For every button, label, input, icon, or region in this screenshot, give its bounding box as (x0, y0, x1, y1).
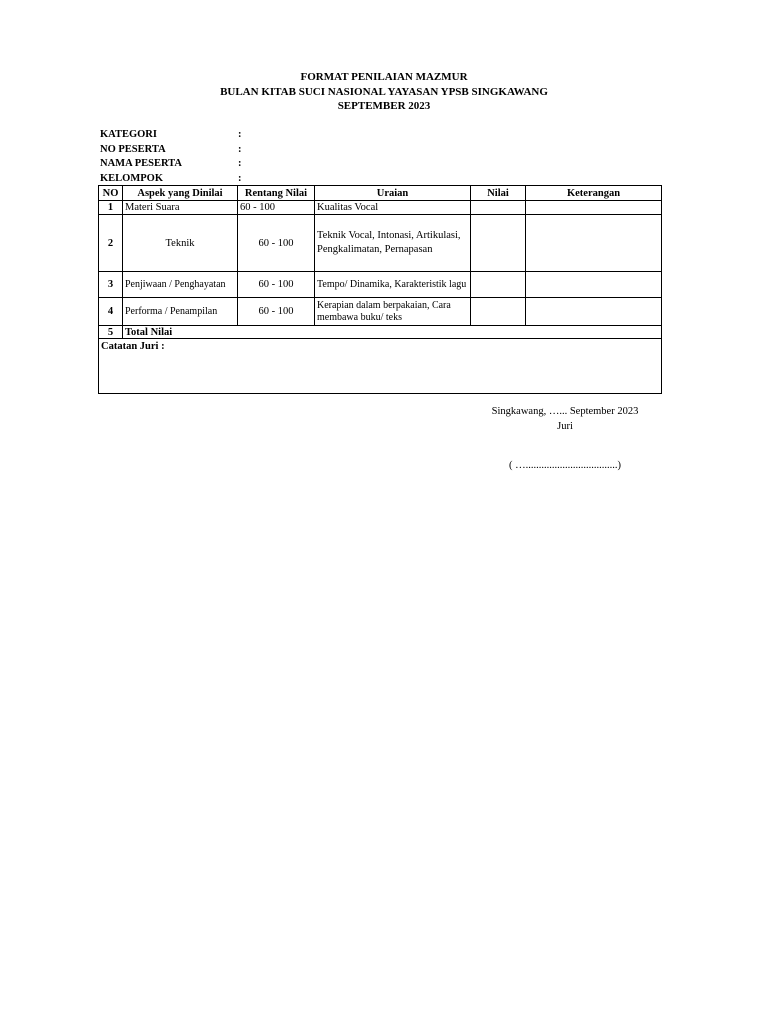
info-label: KATEGORI (100, 129, 157, 140)
info-row-kategori (100, 128, 248, 143)
notes-row (99, 339, 662, 394)
title-line-3: SEPTEMBER 2023 (337, 100, 431, 112)
row-aspek: Materi Suara (123, 201, 238, 215)
row-uraian: Kerapian dalam berpakaian, Cara membawa buku/ teks (315, 298, 471, 326)
row-number: 1 (99, 201, 123, 215)
row-nilai-cell[interactable] (471, 298, 526, 326)
header-nilai: Nilai (471, 186, 526, 201)
info-colon: : (238, 129, 242, 140)
row-rentang: 60 - 100 (238, 201, 315, 215)
info-label: KELOMPOK (100, 172, 163, 184)
title-line-1: FORMAT PENILAIAN MAZMUR (300, 71, 468, 83)
signature-place-date: Singkawang, …... September 2023 (491, 406, 639, 417)
info-row-no-peserta (100, 143, 248, 158)
header-aspek: Aspek yang Dinilai (123, 186, 238, 201)
row-rentang: 60 - 100 (238, 215, 315, 272)
row-rentang: 60 - 100 (238, 272, 315, 298)
header-rentang: Rentang Nilai (238, 186, 315, 201)
row-aspek: Teknik (123, 215, 238, 272)
row-nilai-cell[interactable] (471, 215, 526, 272)
info-row-nama-peserta (100, 157, 248, 172)
document-title-block (0, 70, 768, 114)
total-label: Total Nilai (123, 326, 238, 339)
row-number: 2 (99, 215, 123, 272)
row-uraian: Tempo/ Dinamika, Karakteristik lagu (315, 272, 471, 298)
row-nilai-cell[interactable] (471, 201, 526, 215)
row-keterangan-cell[interactable] (526, 298, 662, 326)
table-row (99, 298, 662, 326)
total-row (99, 326, 662, 339)
row-aspek: Performa / Penampilan (123, 298, 238, 326)
row-keterangan-cell[interactable] (526, 215, 662, 272)
title-line-2: BULAN KITAB SUCI NASIONAL YAYASAN YPSB SINGKAWANG (220, 85, 548, 98)
signature-name-line[interactable]: ( …...................................) (509, 460, 621, 471)
row-uraian: Teknik Vocal, Intonasi, Artikulasi, Pengkalimatan, Pernapasan (315, 215, 471, 272)
table-row (99, 272, 662, 298)
info-label: NAMA PESERTA (100, 158, 182, 169)
header-no: NO (99, 186, 123, 201)
row-number: 3 (99, 272, 123, 298)
participant-info (100, 128, 248, 186)
row-nilai-cell[interactable] (471, 272, 526, 298)
info-colon: : (238, 172, 242, 184)
row-uraian: Kualitas Vocal (315, 201, 471, 215)
info-label: NO PESERTA (100, 143, 166, 155)
row-keterangan-cell[interactable] (526, 201, 662, 215)
judge-notes[interactable]: Catatan Juri : (99, 339, 662, 394)
header-uraian: Uraian (315, 186, 471, 201)
row-rentang: 60 - 100 (238, 298, 315, 326)
info-colon: : (238, 158, 242, 169)
row-number: 4 (99, 298, 123, 326)
total-value-cell[interactable] (238, 326, 662, 339)
signature-role: Juri (557, 421, 573, 432)
table-row (99, 215, 662, 272)
info-row-kelompok (100, 172, 248, 187)
scoring-table (98, 185, 662, 394)
row-keterangan-cell[interactable] (526, 272, 662, 298)
table-header-row (99, 186, 662, 201)
header-keterangan: Keterangan (526, 186, 662, 201)
row-aspek: Penjiwaan / Penghayatan (123, 272, 238, 298)
table-row (99, 201, 662, 215)
info-colon: : (238, 143, 242, 155)
total-number: 5 (99, 326, 123, 339)
